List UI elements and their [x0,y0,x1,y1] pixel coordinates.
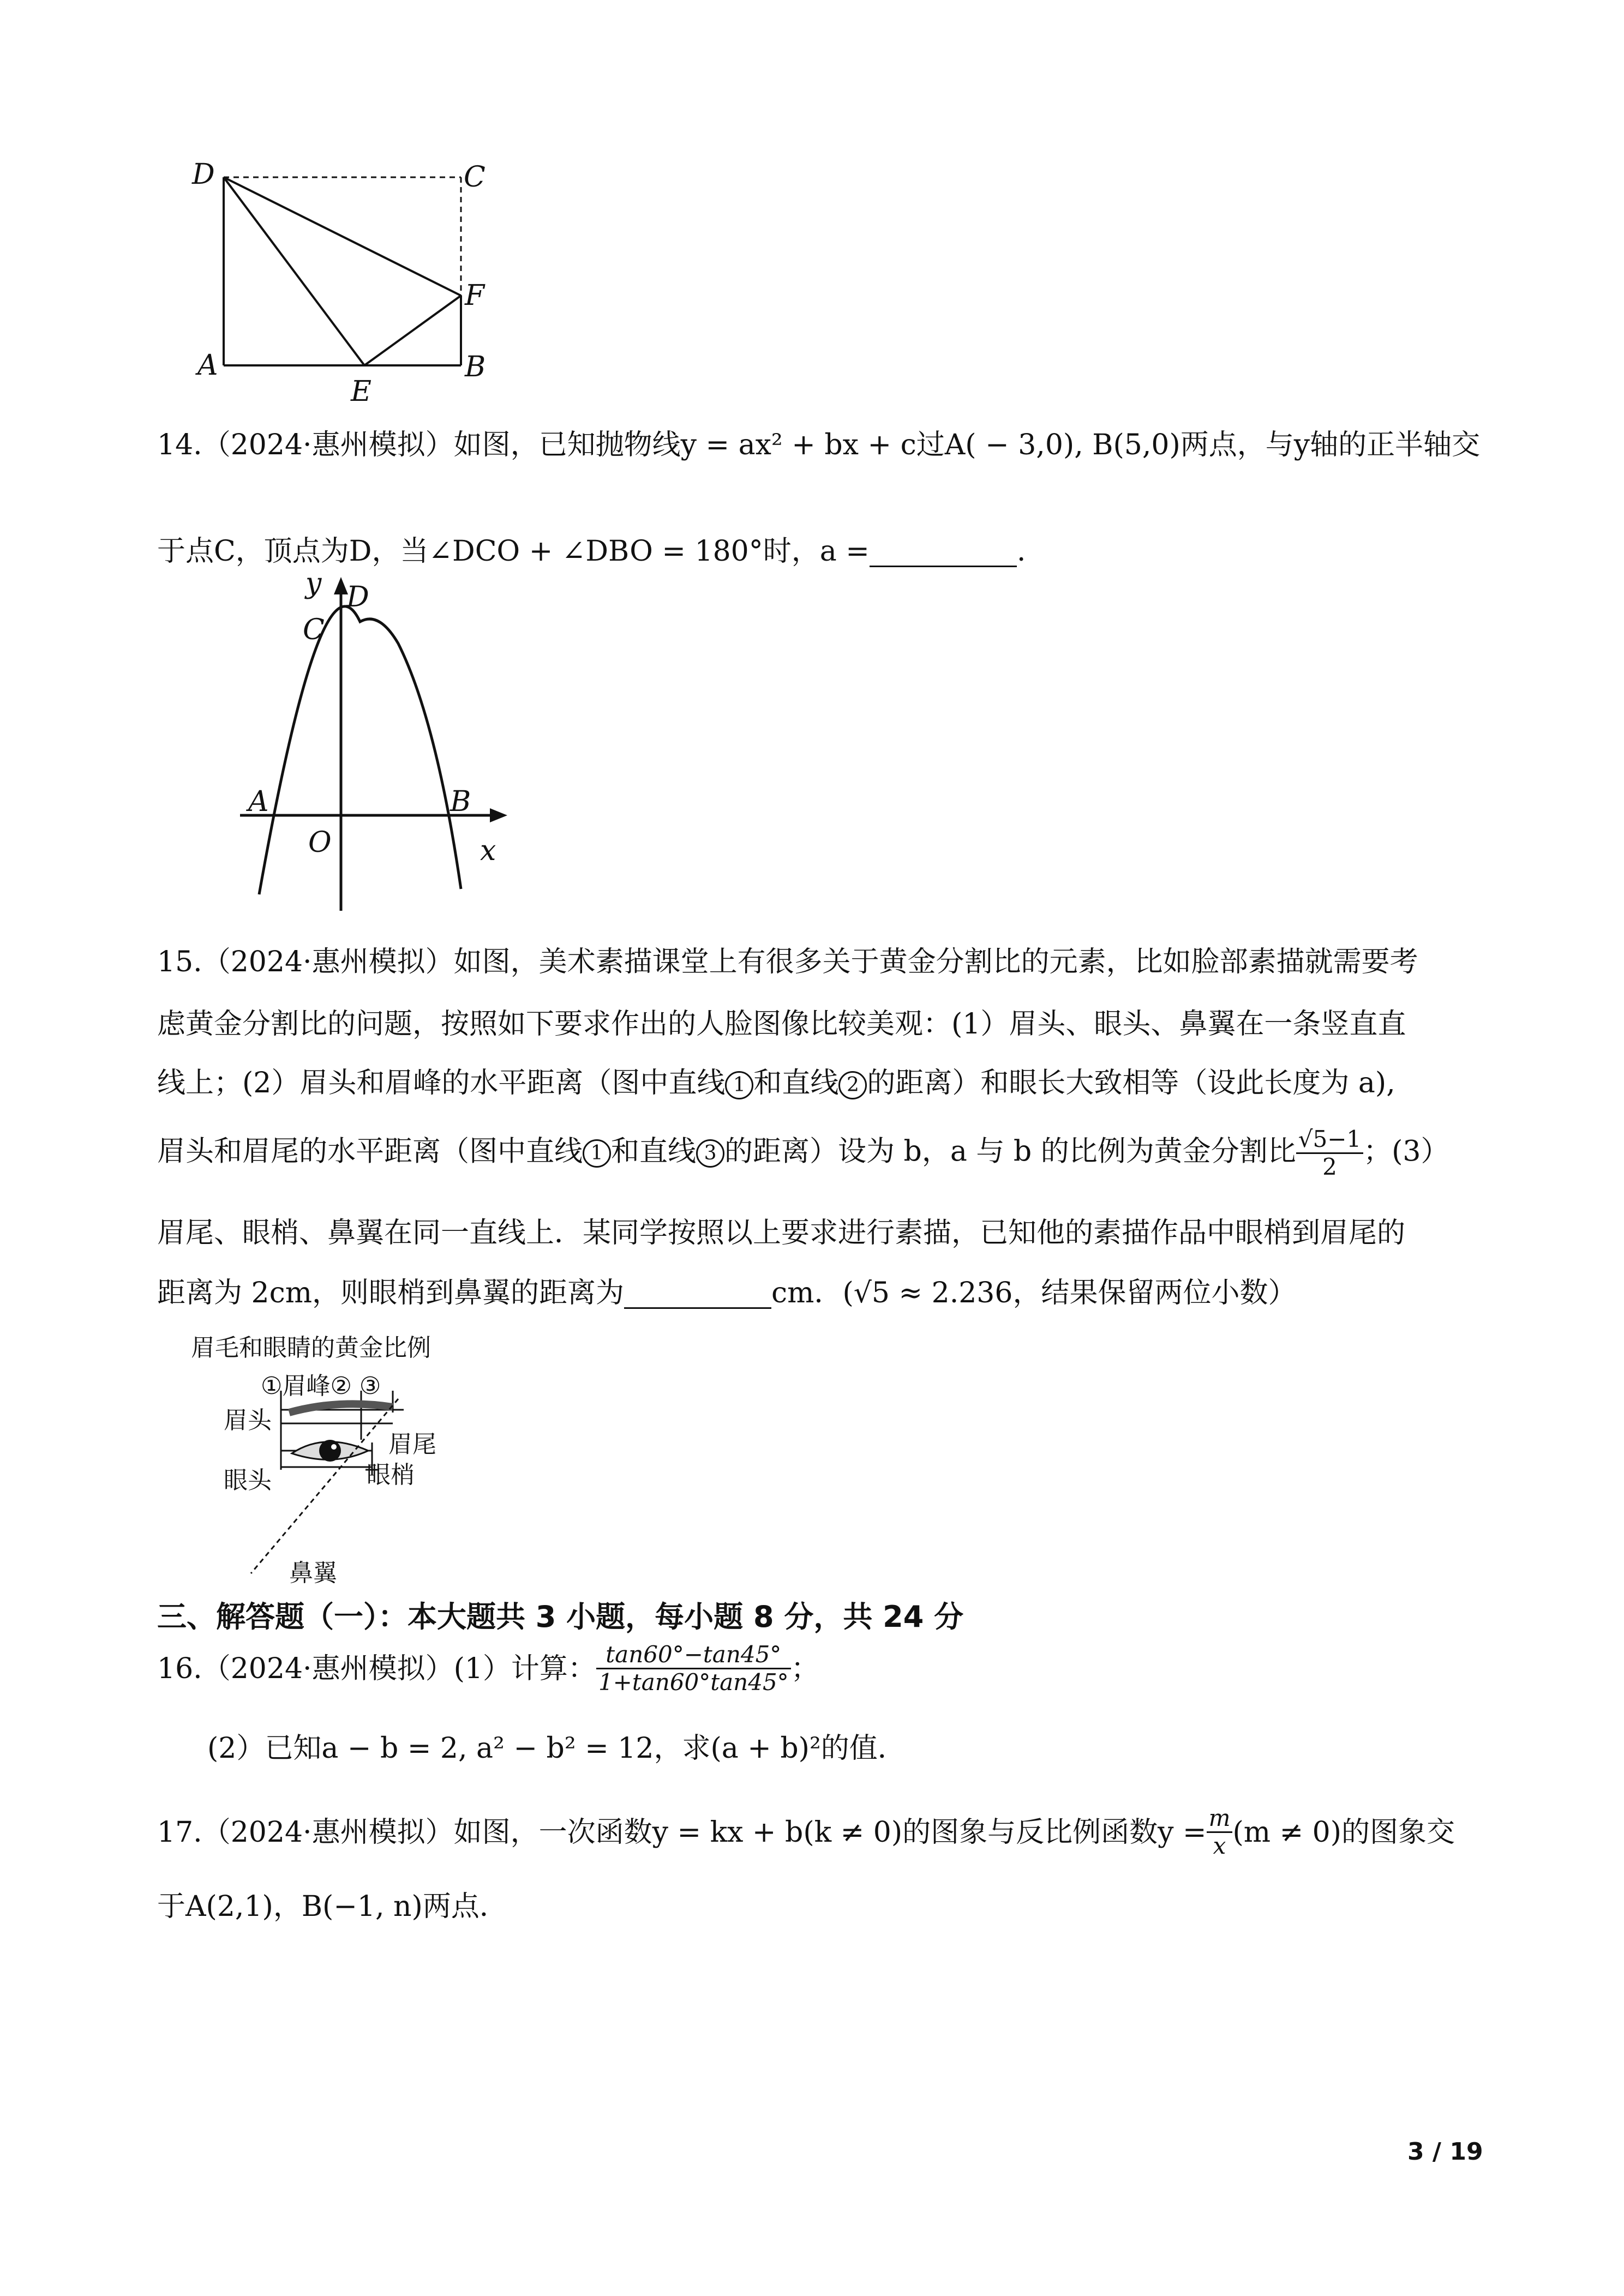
q17-line1-a: 17.（2024·惠州模拟）如图，一次函数y = kx + b(k ≠ 0)的图象与反比例函数y = [157,1816,1207,1849]
q15-line6 [157,1279,1296,1309]
label-C: C [464,161,486,194]
q15-line4-c: 的距离）设为 b，a 与 b 的比例为黄金分割比 [724,1135,1296,1168]
q15-line4-b: 和直线 [611,1135,697,1168]
q15-line3 [157,1069,1395,1099]
q16-num: tan60°−tan45° [596,1642,791,1669]
q16-part1-text: 16.（2024·惠州模拟）(1）计算： [157,1652,596,1685]
label-C-intercept: C [303,614,325,646]
q15-line3-c: 的距离）和眼长大致相等（设此长度为 a), [867,1067,1395,1099]
label-O: O [308,826,332,859]
q15-line1: 15.（2024·惠州模拟）如图，美术素描课堂上有很多关于黄金分割比的元素，比如脸部素描就需要考 [157,946,1418,978]
label-x: x [480,834,496,867]
label-D: D [192,158,215,191]
frac-num: √5−1 [1296,1126,1363,1154]
q15-line5: 眉尾、眼梢、鼻翼在同一直线上．某同学按照以上要求进行素描，已知他的素描作品中眼梢到眉尾的 [157,1217,1406,1249]
q15-line6-b: cm．(√5 ≈ 2.236，结果保留两位小数） [771,1277,1297,1309]
label-B: B [465,351,486,383]
q17-fden: x [1213,1832,1226,1860]
fig15-top-labels: ①眉峰② ③ [261,1372,381,1400]
label-D-vertex: D [346,581,369,614]
page-number: 3 / 19 [1407,2138,1483,2166]
label-biyi: 鼻翼 [289,1559,337,1587]
label-F: F [465,279,485,312]
q14-answer-blank[interactable] [870,537,1017,567]
label-A-root: A [248,785,269,818]
q14-line2-end: . [1016,535,1026,568]
circled-2: 2 [838,1071,867,1099]
circled-3: 3 [696,1139,724,1168]
fig15-title: 眉毛和眼睛的黄金比例 [191,1334,431,1362]
frac-den: 2 [1322,1153,1337,1181]
q15-answer-blank[interactable] [624,1279,771,1309]
q15-line3-a: 线上；(2）眉头和眉峰的水平距离（图中直线 [157,1067,726,1099]
q15-line2: 虑黄金分割比的问题，按照如下要求作出的人脸图像比较美观：(1）眉头、眼头、鼻翼在一条竖直直 [157,1008,1406,1041]
q14-line2-text: 于点C，顶点为D，当∠DCO + ∠DBO = 180°时，a = [157,535,870,568]
q15-line4 [157,1126,1449,1181]
label-E: E [351,375,371,408]
q16-fraction [596,1642,791,1696]
label-B-root: B [450,785,471,818]
circled-1b: 1 [583,1139,611,1168]
golden-ratio-fraction [1296,1126,1363,1181]
q15-line6-a: 距离为 2cm，则眼梢到鼻翼的距离为 [157,1277,625,1309]
label-y: y [305,567,322,600]
label-meitou: 眉头 [224,1407,272,1434]
q16-part2: (2）已知a − b = 2, a² − b² = 12，求(a + b)²的值． [207,1732,906,1765]
label-yanshao: 眼梢 [367,1461,415,1489]
q15-line3-b: 和直线 [753,1067,839,1099]
q15-line4-a: 眉头和眉尾的水平距离（图中直线 [157,1135,583,1168]
q16-part1 [157,1642,819,1696]
label-A: A [197,349,218,382]
label-yantou: 眼头 [224,1466,272,1494]
circled-1: 1 [725,1071,753,1099]
q17-line1-b: (m ≠ 0)的图象交 [1232,1816,1455,1849]
q17-fraction [1207,1805,1233,1860]
q14-line1: 14.（2024·惠州模拟）如图，已知抛物线y = ax² + bx + c过A( − 3,0), B(5,0)两点，与y轴的正半轴交 [157,429,1481,461]
q17-line2: 于A(2,1)，B(−1, n)两点． [157,1890,508,1923]
section-heading: 三、解答题（一）：本大题共 3 小题，每小题 8 分，共 24 分 [157,1600,964,1634]
q17-fnum: m [1207,1805,1233,1833]
q15-line4-d: ；(3） [1363,1135,1449,1168]
q17-line1 [157,1805,1455,1860]
q14-line2 [157,537,1026,567]
q16-end: ； [790,1652,819,1685]
label-meiwei: 眉尾 [388,1431,436,1458]
q16-den: 1+tan60°tan45° [598,1669,789,1696]
